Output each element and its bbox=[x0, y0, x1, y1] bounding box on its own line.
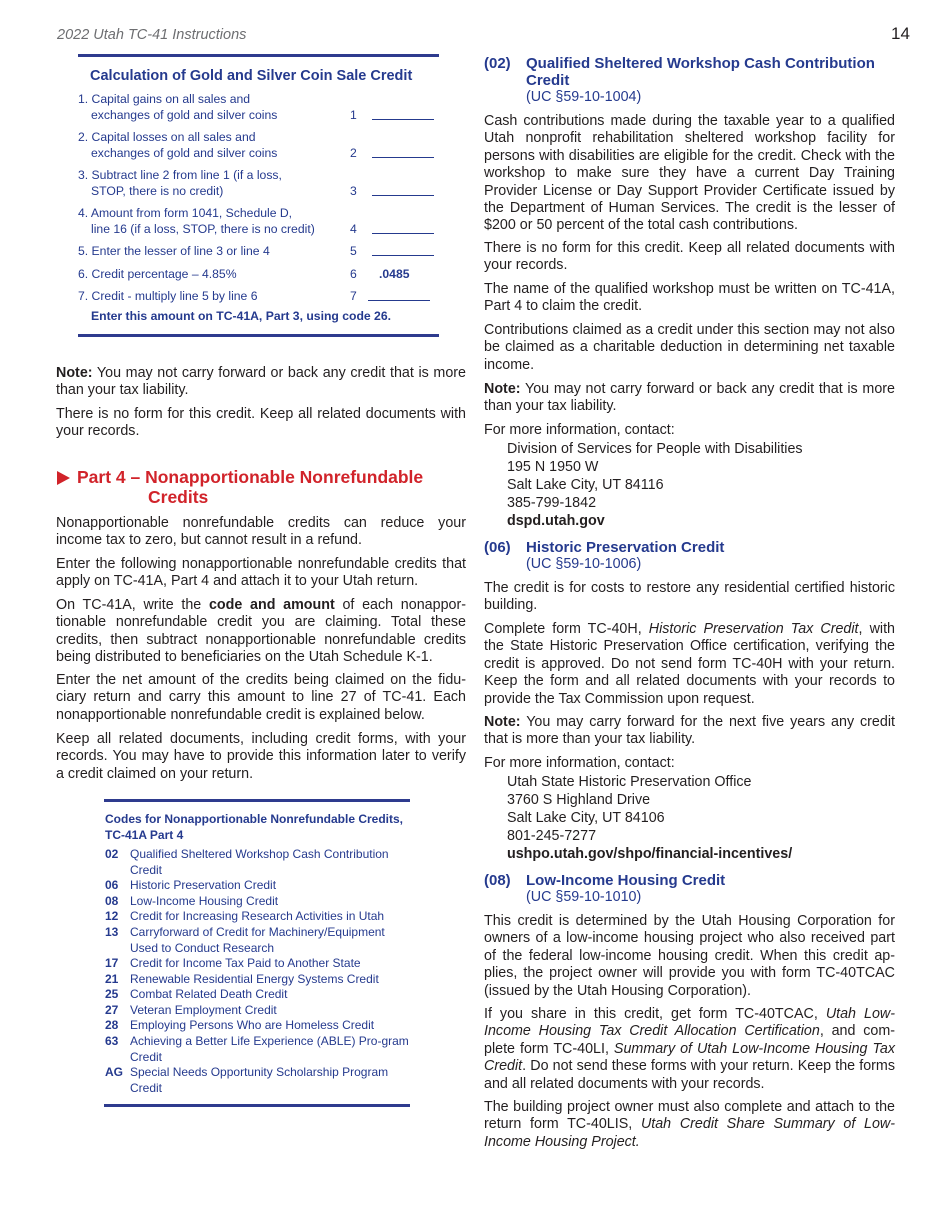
sec02-paragraph-4: Contributions claimed as a credit under this section may not also be claimed as a charitable deduction in determining net taxable income. bbox=[484, 322, 895, 373]
calc-line-label: 3. Subtract line 2 from line 1 (if a loss, STOP, there is no credit) bbox=[78, 168, 282, 198]
header-title: 2022 Utah TC-41 Instructions bbox=[57, 27, 247, 43]
part4-tc41a-paragraph: On TC-41A, write the code and amount of each nonappor-tionable nonrefundable credit you are claiming. Total these credits, then subtract nonapportionable nonrefundable credits being distributed to beneficiaries on the Utah Schedule K-1. bbox=[56, 597, 466, 666]
codes-list-box: Codes for Nonapportionable Nonrefundable Credits, TC-41A Part 4 02 Qualified Sheltered Workshop Cash Contribution Credit 06 Historic Preservation Credit 08 Low-Income Housing Credit 12 Credit for Increasing Research Activities in Utah 13 Carryforward of Credit for Machinery/Equipment Used to Conduct Research 17 Credit for Income Tax Paid to Another State 21 Renewable Residential Energy Systems Credit 25 Combat Related Death Credit 27 Veteran Employment Credit 28 Employing Persons Who are Homeless Credit 63 Achieving a Better Life Experience (ABLE) Pro-gram Credit AG Special Needs Opportunity Scholarship Program Credit bbox=[104, 799, 410, 1107]
calc-line-label: 4. Amount from form 1041, Schedule D, line 16 (if a loss, STOP, there is no credit) bbox=[78, 206, 315, 236]
calc-line-label: 7. Credit - multiply line 5 by line 6 bbox=[78, 289, 258, 303]
sec08-paragraph-1: This credit is determined by the Utah Housing Corporation for owners of a low-income housing project who also received part of the federal low-income housing credit. When this credit ap-plies, the project owner will provide you with form TC-40TCAC (issued by the Utah Housing Corporation). bbox=[484, 913, 895, 999]
calc-line-entry[interactable] bbox=[368, 300, 430, 301]
part4-net-amount-paragraph: Enter the net amount of the credits being claimed on the fidu-ciary return and carry this amount to line 27 of TC-41. Each nonapportionable nonrefundable credit is explained below. bbox=[56, 672, 466, 723]
note-paragraph: Note: You may not carry forward or back any credit that is more than your tax liability. bbox=[56, 365, 466, 399]
calc-footer: Enter this amount on TC-41A, Part 3, using code 26. bbox=[91, 309, 391, 323]
sec02-code: (02) bbox=[484, 55, 511, 72]
sec06-paragraph-2: Complete form TC-40H, Historic Preservation Tax Credit, with the State Historic Preservation Office certification, verifying the credit is approved. Do not send form TC-40H with your return. Keep the form and all related documents with your records to provide the Tax Commission upon request. bbox=[484, 621, 895, 707]
calc-line-label: 2. Capital losses on all sales and exchanges of gold and silver coins bbox=[78, 130, 278, 160]
calc-line-label: 5. Enter the lesser of line 3 or line 4 bbox=[78, 244, 270, 258]
calc-line-entry[interactable] bbox=[372, 119, 434, 120]
part4-keep-docs-paragraph: Keep all related documents, including credit forms, with your records. You may have to provide this information later to verify a credit claimed on your return. bbox=[56, 731, 466, 782]
calc-line-label: 1. Capital gains on all sales and exchanges of gold and silver coins bbox=[78, 92, 278, 122]
calc-line-entry[interactable] bbox=[372, 157, 434, 158]
sec08-uc-reference: (UC §59-10-1010) bbox=[526, 889, 642, 905]
calc-line-label: 6. Credit percentage – 4.85% bbox=[78, 267, 237, 281]
sec02-uc-reference: (UC §59-10-1004) bbox=[526, 89, 642, 105]
sec02-address: Division of Services for People with Disabilities 195 N 1950 W Salt Lake City, UT 84116 385-799-1842 dspd.utah.gov bbox=[507, 441, 803, 529]
sec02-note: Note: You may not carry forward or back any credit that is more than your tax liability. bbox=[484, 381, 895, 415]
gold-silver-calculation-box bbox=[78, 54, 439, 337]
sec02-paragraph-3: The name of the qualified workshop must be written on TC-41A, Part 4 to claim the credit. bbox=[484, 281, 895, 315]
part4-intro-paragraph: Nonapportionable nonrefundable credits can reduce your income tax to zero, but cannot result in a refund. bbox=[56, 515, 466, 549]
calc-line-number: 2 bbox=[350, 146, 357, 160]
sec06-paragraph-1: The credit is for costs to restore any residential certified historic building. bbox=[484, 580, 895, 614]
calc-line-number: 5 bbox=[350, 244, 357, 258]
calc-line-number: 4 bbox=[350, 222, 357, 236]
no-form-paragraph: There is no form for this credit. Keep all related documents with your records. bbox=[56, 406, 466, 440]
credit-percentage-value: .0485 bbox=[379, 267, 410, 281]
sec06-code: (06) bbox=[484, 539, 511, 556]
part4-enter-paragraph: Enter the following nonapportionable nonrefundable credits that apply on TC-41A, Part 4 and attach it to your Utah return. bbox=[56, 556, 466, 590]
sec02-paragraph-1: Cash contributions made during the taxable year to a qualified Utah nonprofit rehabilitation sheltered workshop facility for persons with disabilities are eligible for the credit. Check with the workshop to make sure they have a current Day Training Provider License or Day Support Provider Certificate issued by the Department of Human Services. The credit is the lesser of $200 or 50 percent of the total cash contributions. bbox=[484, 113, 895, 234]
calc-line-number: 7 bbox=[350, 289, 357, 303]
calc-line-entry[interactable] bbox=[372, 233, 434, 234]
calc-title: Calculation of Gold and Silver Coin Sale Credit bbox=[90, 68, 413, 84]
sec06-website-link[interactable]: ushpo.utah.gov/shpo/financial-incentives/ bbox=[507, 846, 793, 862]
sec02-contact-label: For more information, contact: bbox=[484, 422, 675, 438]
sec02-website-link[interactable]: dspd.utah.gov bbox=[507, 513, 605, 529]
calc-line-number: 6 bbox=[350, 267, 357, 281]
sec08-paragraph-3: The building project owner must also complete and attach to the return form TC-40LIS, Utah Credit Share Summary of Low-Income Housing Project. bbox=[484, 1099, 895, 1150]
calc-line-entry[interactable] bbox=[372, 195, 434, 196]
sec06-address: Utah State Historic Preservation Office 3760 S Highland Drive Salt Lake City, UT 84106 801-245-7277 ushpo.utah.gov/shpo/financial-incentives/ bbox=[507, 774, 793, 862]
sec06-note: Note: You may carry forward for the next five years any credit that is more than your tax liability. bbox=[484, 714, 895, 748]
calc-line-number: 3 bbox=[350, 184, 357, 198]
calc-line-entry[interactable] bbox=[372, 255, 434, 256]
sec02-paragraph-2: There is no form for this credit. Keep all related documents with your records. bbox=[484, 240, 895, 274]
triangle-bullet-icon bbox=[57, 471, 70, 485]
sec06-uc-reference: (UC §59-10-1006) bbox=[526, 556, 642, 572]
calc-line-number: 1 bbox=[350, 108, 357, 122]
sec02-title: Qualified Sheltered Workshop Cash Contribution Credit bbox=[526, 55, 875, 89]
sec08-code: (08) bbox=[484, 872, 511, 889]
page-number: 14 bbox=[891, 24, 910, 43]
codes-title: Codes for Nonapportionable Nonrefundable Credits, TC-41A Part 4 bbox=[105, 812, 404, 842]
sec08-title: Low-Income Housing Credit bbox=[526, 872, 726, 889]
sec06-contact-label: For more information, contact: bbox=[484, 755, 675, 771]
sec06-title: Historic Preservation Credit bbox=[526, 539, 725, 556]
sec08-paragraph-2: If you share in this credit, get form TC-40TCAC, Utah Low-Income Housing Tax Credit Allocation Certification, and com-plete form TC-40LI, Summary of Utah Low-Income Housing Tax Credit. Do not send these forms with your return. Keep the forms and all related documents with your records. bbox=[484, 1006, 895, 1092]
